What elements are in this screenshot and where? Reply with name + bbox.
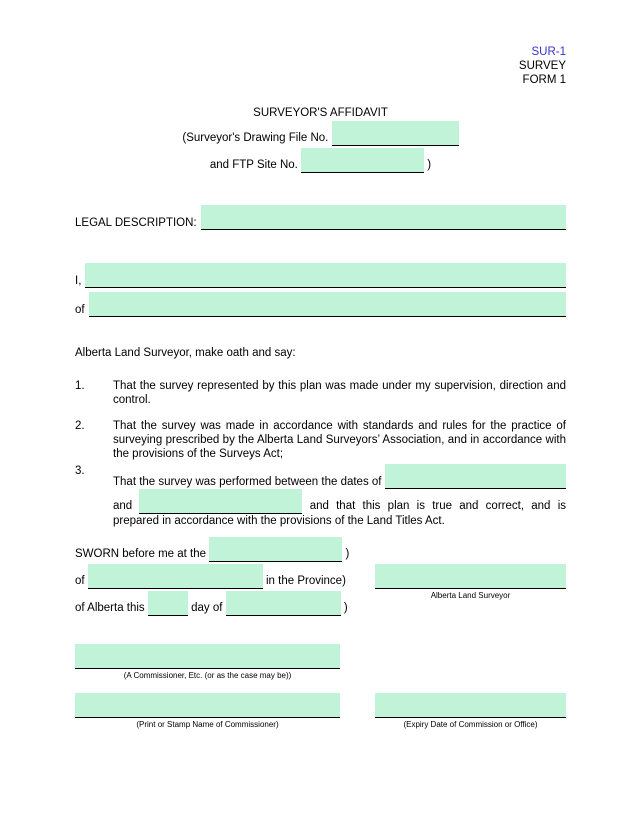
province-label: in the Province) xyxy=(266,575,346,587)
item-text xyxy=(113,464,566,528)
commissioner-name-block xyxy=(75,693,340,730)
page-title: SURVEYOR'S AFFIDAVIT xyxy=(253,107,388,119)
item-number: 2. xyxy=(75,420,85,432)
sworn-place-field[interactable] xyxy=(209,537,342,562)
affidavit-item-1 xyxy=(75,379,566,407)
jurat-municipality-line xyxy=(75,564,349,589)
i-label: I, xyxy=(75,275,82,287)
ftp-close-paren: ) xyxy=(427,159,432,171)
item3-line1 xyxy=(113,464,566,489)
affidavit-item-2 xyxy=(75,419,566,461)
commissioner-signature-block xyxy=(75,644,340,681)
alberta-this-label: of Alberta this xyxy=(75,602,145,614)
sworn-line xyxy=(75,537,349,562)
form-number-text: FORM 1 xyxy=(522,74,566,86)
item3-line1-text: That the survey was performed between the dates of xyxy=(113,476,382,488)
legal-description-row xyxy=(75,205,566,230)
legal-description-field[interactable] xyxy=(201,205,566,230)
drawing-file-label: (Surveyor's Drawing File No. xyxy=(182,132,329,144)
form-code-text: SUR-1 xyxy=(531,46,566,58)
deponent-address-row xyxy=(75,292,566,317)
ftp-line xyxy=(75,148,566,173)
surveyor-signature-block xyxy=(375,564,566,616)
sworn-label: SWORN before me at the xyxy=(75,548,207,560)
deponent-name-row xyxy=(75,263,566,288)
expiry-date-field[interactable] xyxy=(375,693,566,718)
form-type-text: SURVEY xyxy=(518,60,566,72)
day-of-label: day of xyxy=(191,602,223,614)
date-to-field[interactable] xyxy=(139,489,302,514)
item-text: That the survey was made in accordance with standards and rules for the practice of surveying prescribed by the Alberta Land Surveyors’ Association, and in accordance with the provisions of the Surveys Act; xyxy=(113,420,566,460)
expiry-date-caption: (Expiry Date of Commission or Office) xyxy=(403,720,538,729)
legal-description-label: LEGAL DESCRIPTION: xyxy=(75,217,197,229)
page-content xyxy=(0,45,640,730)
surveyor-signature-caption: Alberta Land Surveyor xyxy=(430,591,511,600)
municipality-field[interactable] xyxy=(88,564,263,589)
affidavit-item-3 xyxy=(75,464,566,528)
drawing-file-line xyxy=(75,121,566,146)
commissioner-details-row xyxy=(75,693,566,730)
jurat-of-label: of xyxy=(75,575,85,587)
commissioner-name-field[interactable] xyxy=(75,693,340,718)
surveyor-name-field[interactable] xyxy=(85,263,566,288)
date-from-field[interactable] xyxy=(385,464,566,489)
drawing-file-no-field[interactable] xyxy=(332,121,459,146)
jurat-paren-1: ) xyxy=(345,548,350,560)
jurat-date-line xyxy=(75,591,349,616)
jurat-paren-3: ) xyxy=(343,602,348,614)
ftp-label: and FTP Site No. xyxy=(209,159,298,171)
surveyor-signature-field[interactable] xyxy=(375,564,566,589)
expiry-date-block xyxy=(375,693,566,730)
of-label: of xyxy=(75,304,85,316)
item-number: 1. xyxy=(75,380,85,392)
commissioner-name-caption: (Print or Stamp Name of Commissioner) xyxy=(136,720,279,729)
item3-line2 xyxy=(113,489,566,514)
commissioner-signature-field[interactable] xyxy=(75,644,340,669)
item-text: That the survey represented by this plan was made under my supervision, direction and control. xyxy=(113,380,566,406)
day-field[interactable] xyxy=(148,591,188,616)
item3-line3-text: prepared in accordance with the provisions of the Land Titles Act. xyxy=(113,515,445,527)
ftp-site-no-field[interactable] xyxy=(301,148,424,173)
item3-and-label: and xyxy=(113,500,133,512)
month-field[interactable] xyxy=(226,591,341,616)
item3-line2-text: and that this plan is true and correct, and is xyxy=(309,500,567,512)
surveyor-address-field[interactable] xyxy=(89,292,566,317)
jurat-left-column xyxy=(75,537,349,616)
commissioner-signature-caption: (A Commissioner, Etc. (or as the case may be)) xyxy=(123,671,292,680)
item-number: 3. xyxy=(75,465,85,477)
oath-line: Alberta Land Surveyor, make oath and say: xyxy=(75,347,296,359)
jurat-section xyxy=(75,537,566,616)
form-header xyxy=(75,45,566,87)
